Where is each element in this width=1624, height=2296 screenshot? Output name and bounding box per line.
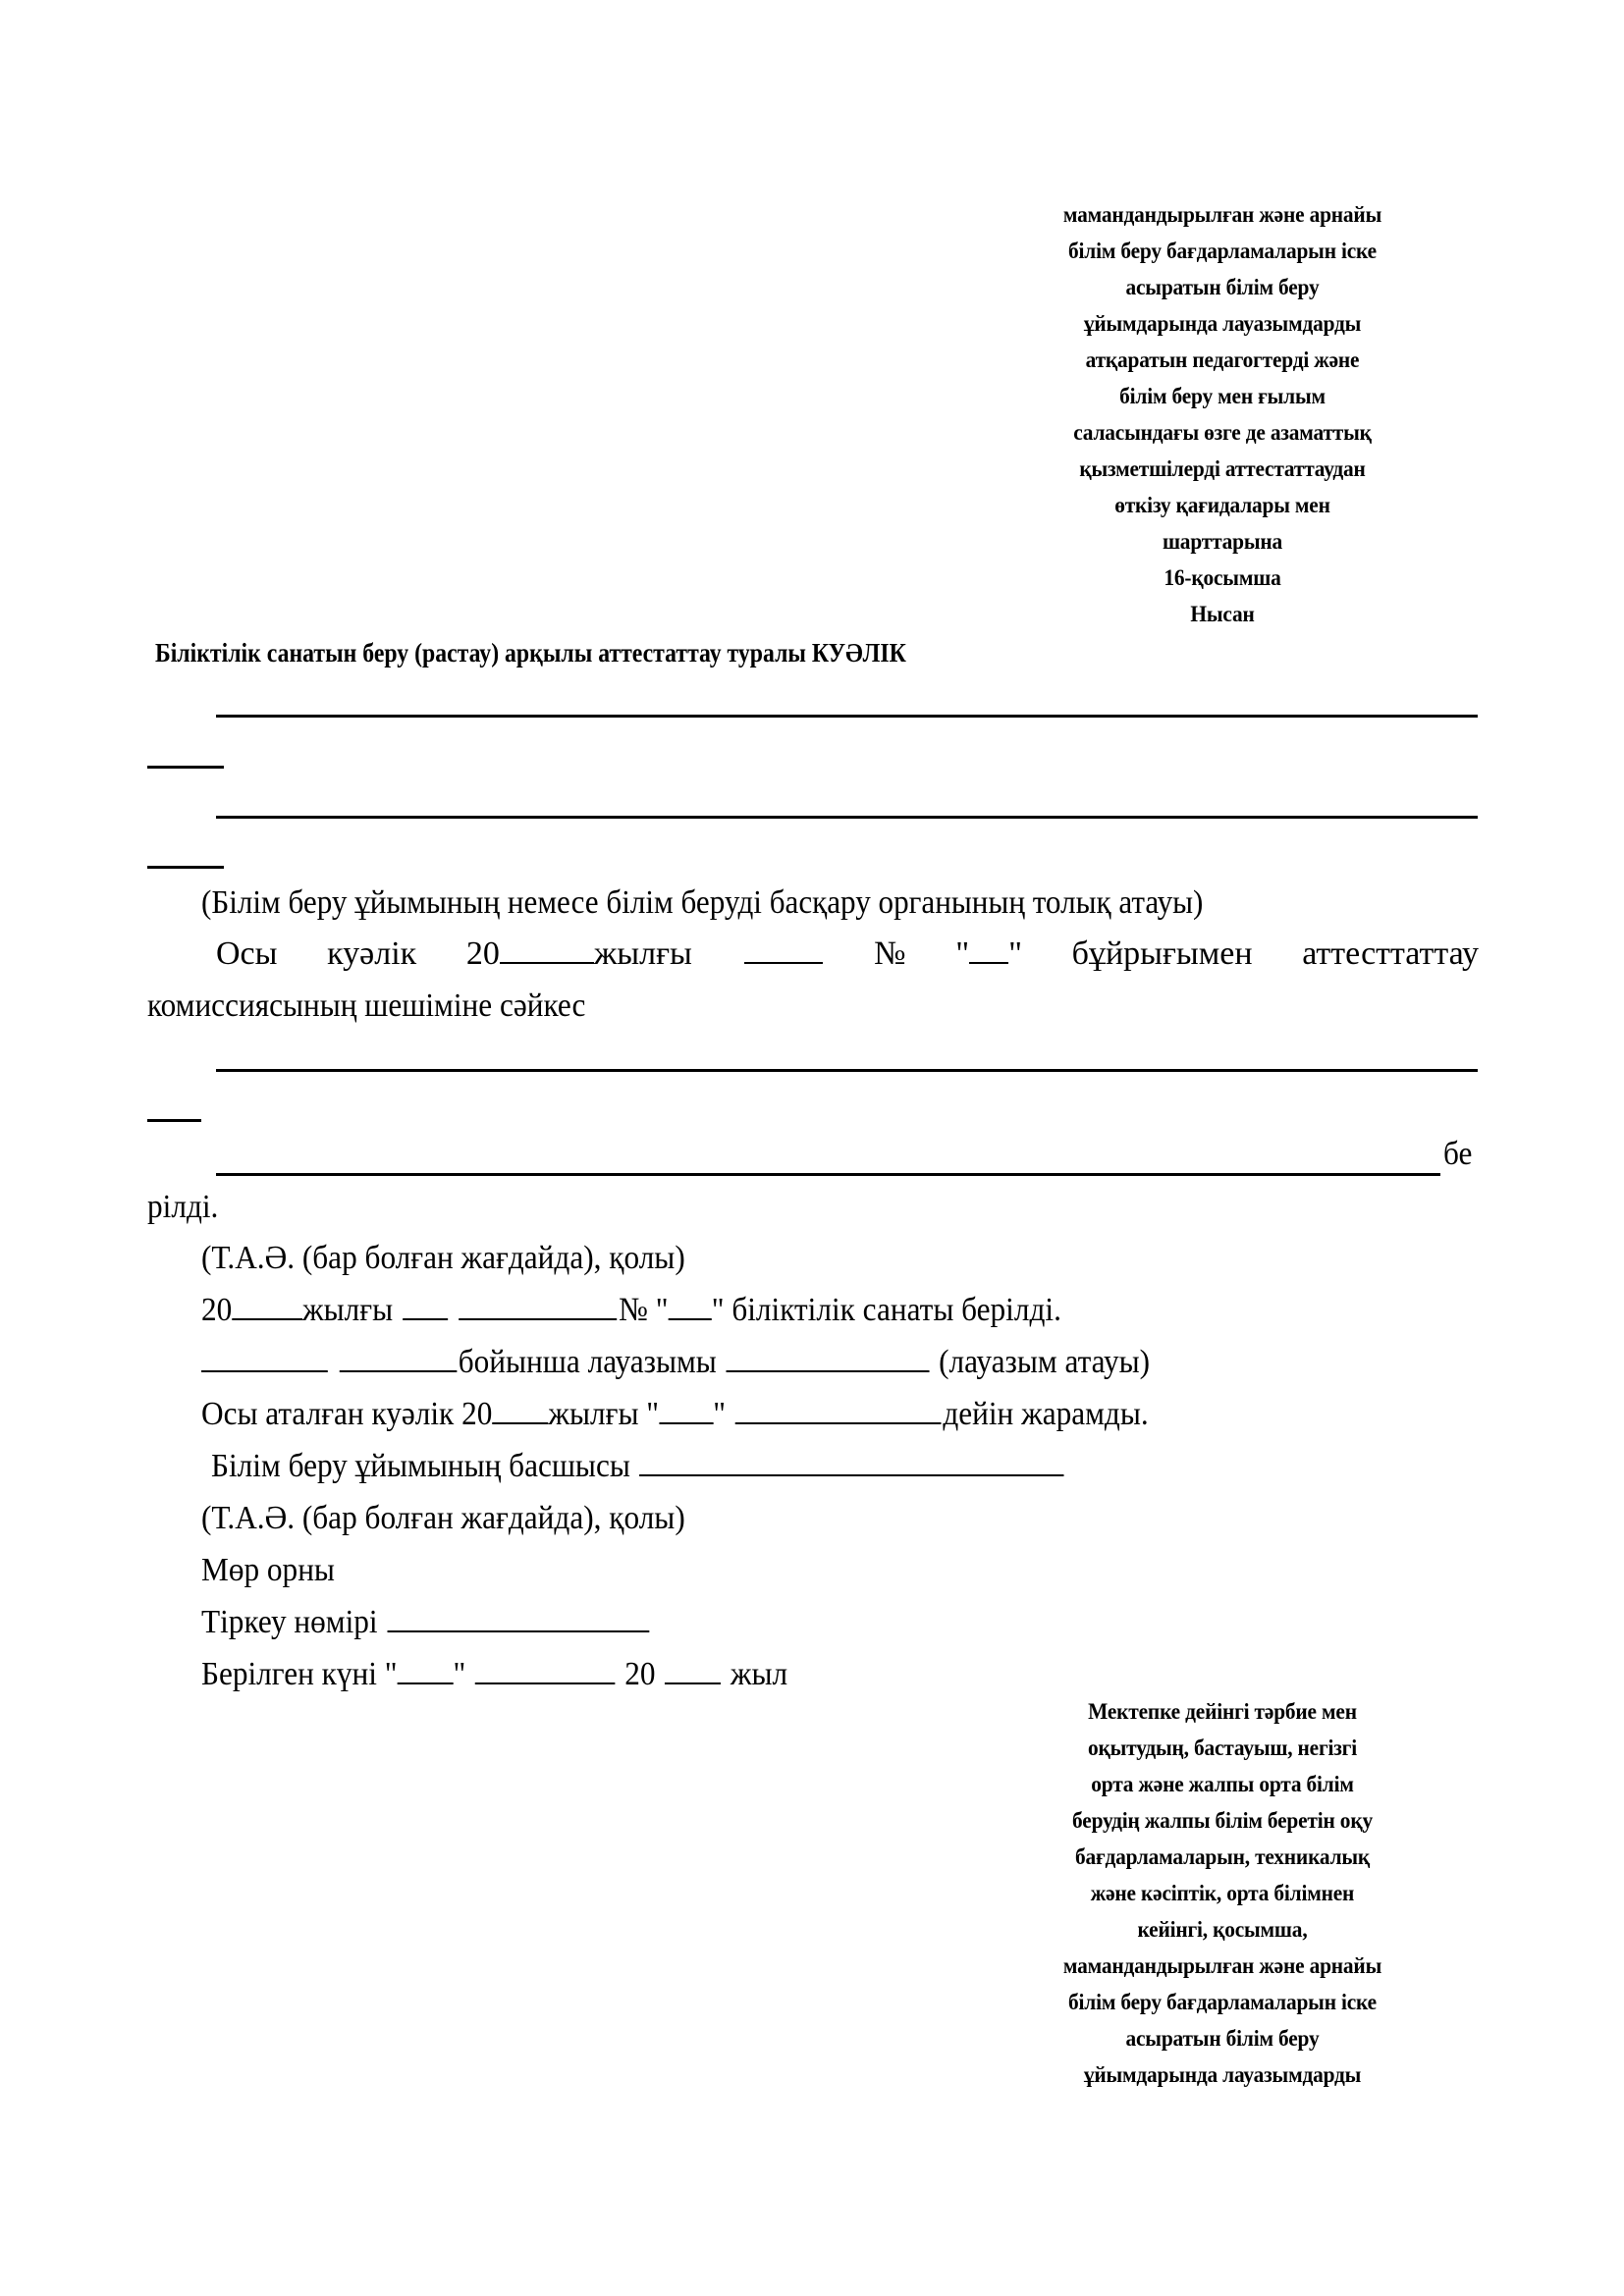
validity-suffix: дейін жарамды. <box>943 1396 1149 1432</box>
order-number-label: № " <box>619 1292 669 1328</box>
issue-month-field[interactable] <box>475 1655 616 1684</box>
header-note-line: саласындағы өзге де азаматтық <box>1073 420 1372 445</box>
validity-month-field[interactable] <box>735 1395 942 1424</box>
header-note-line: өткізу қағидалары мен <box>1114 493 1330 517</box>
issue-date-label: Берілген күні " <box>201 1656 398 1692</box>
category-line <box>201 1291 1061 1330</box>
org-name-field-line-1[interactable] <box>216 715 1478 718</box>
issued-word-rest: рілді. <box>147 1189 219 1225</box>
year-prefix: 20 <box>201 1292 233 1328</box>
category-year-field[interactable] <box>232 1291 302 1320</box>
org-name-field-line-2[interactable] <box>216 816 1478 819</box>
category-day-field[interactable] <box>403 1291 448 1320</box>
registration-number-field[interactable] <box>387 1603 649 1632</box>
validity-day-field[interactable] <box>659 1395 713 1424</box>
order-word: куәлік <box>327 935 417 972</box>
footer-note-line: Мектепке дейінгі тәрбие мен <box>1088 1699 1357 1724</box>
next-appendix-note <box>1017 1693 1429 2093</box>
issue-year-field[interactable] <box>665 1655 721 1684</box>
specialty-field-1[interactable] <box>201 1343 328 1372</box>
header-note-line: шарттарына <box>1162 529 1283 554</box>
commission-text: комиссиясының шешіміне сәйкес <box>147 988 586 1024</box>
quote-close: " <box>713 1396 727 1432</box>
order-word: Осы <box>216 935 278 972</box>
registration-number-label: Тіркеу нөмірі <box>201 1604 378 1640</box>
appendix-header-note <box>1021 196 1423 632</box>
head-label: Білім беру ұйымының басшысы <box>211 1448 630 1484</box>
footer-note-line: бағдарламаларын, техникалық <box>1074 1844 1371 1869</box>
recipient-field-line-1[interactable] <box>216 1069 1478 1072</box>
validity-label: Осы аталған куәлік 20 <box>201 1396 493 1432</box>
document-title: Біліктілік санатын беру (растау) арқылы аттестаттау туралы КУӘЛІК <box>155 638 906 667</box>
category-month-field[interactable] <box>459 1291 617 1320</box>
year-suffix: жыл <box>730 1656 788 1692</box>
footer-note-line: және кәсіптік, орта білімнен <box>1090 1881 1355 1905</box>
order-date-field[interactable] <box>744 934 823 964</box>
org-name-field-line-2-cont[interactable] <box>147 866 224 869</box>
validity-line <box>201 1395 1149 1434</box>
header-note-line: асыратын білім беру <box>1125 275 1320 299</box>
validity-year-suffix: жылғы " <box>548 1396 660 1432</box>
seal-place: Мөр орны <box>201 1552 335 1588</box>
order-year-group <box>466 934 692 974</box>
issue-date-line <box>201 1655 787 1694</box>
header-note-line: атқаратын педагогтерді және <box>1085 347 1360 372</box>
issue-day-field[interactable] <box>398 1655 454 1684</box>
position-label: бойынша лауазымы <box>458 1344 717 1380</box>
order-number-field[interactable] <box>969 934 1008 964</box>
appendix-number: 16-қосымша <box>1164 565 1281 590</box>
quote-close: " <box>1008 935 1023 972</box>
specialty-field-2[interactable] <box>339 1343 457 1372</box>
header-note-line: білім беру бағдарламаларын іске <box>1068 239 1377 263</box>
footer-note-line: оқытудың, бастауыш, негізгі <box>1088 1735 1357 1760</box>
category-order-number-field[interactable] <box>669 1291 712 1320</box>
order-word: бұйрығымен <box>1071 935 1253 972</box>
header-note-line: білім беру мен ғылым <box>1119 384 1326 408</box>
year-suffix: жылғы <box>593 935 692 972</box>
category-granted-text: " біліктілік санаты берілді. <box>711 1292 1061 1328</box>
order-line <box>216 934 1479 974</box>
order-number-group <box>955 934 1022 974</box>
year-prefix: 20 <box>624 1656 656 1692</box>
footer-note-line: берудің жалпы білім беретін оқу <box>1072 1808 1373 1833</box>
quote-close: " <box>453 1656 466 1692</box>
fio-signature-caption-2: (Т.А.Ә. (бар болған жағдайда), қолы) <box>201 1500 685 1536</box>
fio-signature-caption: (Т.А.Ә. (бар болған жағдайда), қолы) <box>201 1240 685 1276</box>
header-note-line: қызметшілерді аттестаттаудан <box>1079 456 1366 481</box>
position-caption: (лауазым атауы) <box>939 1344 1151 1380</box>
footer-note-line: мамандандырылған және арнайы <box>1062 1953 1382 1978</box>
header-note-line: ұйымдарында лауазымдарды <box>1083 311 1362 336</box>
header-note-line: мамандандырылған және арнайы <box>1062 202 1382 227</box>
order-word: аттесттаттау <box>1302 935 1479 972</box>
position-name-field[interactable] <box>726 1343 929 1372</box>
footer-note-line: кейінгі, қосымша, <box>1137 1917 1308 1942</box>
number-sign: № <box>874 935 906 972</box>
org-name-caption: (Білім беру ұйымының немесе білім беруді басқару органының толық атауы) <box>201 884 1204 921</box>
position-line <box>201 1343 1150 1382</box>
recipient-field-line-2[interactable] <box>216 1173 1440 1176</box>
order-year-field[interactable] <box>500 934 594 964</box>
footer-note-line: асыратын білім беру <box>1125 2026 1320 2051</box>
footer-note-line: ұйымдарында лауазымдарды <box>1083 2062 1362 2087</box>
footer-note-line: орта және жалпы орта білім <box>1091 1772 1354 1796</box>
registration-number-line <box>201 1603 651 1642</box>
form-label: Нысан <box>1190 602 1255 626</box>
head-signature-line <box>211 1447 1066 1486</box>
footer-note-line: білім беру бағдарламаларын іске <box>1068 1990 1377 2014</box>
org-name-field-line-1-cont[interactable] <box>147 766 224 769</box>
head-signature-field[interactable] <box>640 1447 1064 1476</box>
validity-year-field[interactable] <box>492 1395 548 1424</box>
year-suffix: жылғы <box>302 1292 394 1328</box>
issued-word-part: бе <box>1443 1136 1473 1172</box>
year-prefix: 20 <box>465 935 500 972</box>
quote-open: " <box>955 935 970 972</box>
recipient-field-line-1-cont[interactable] <box>147 1119 201 1122</box>
